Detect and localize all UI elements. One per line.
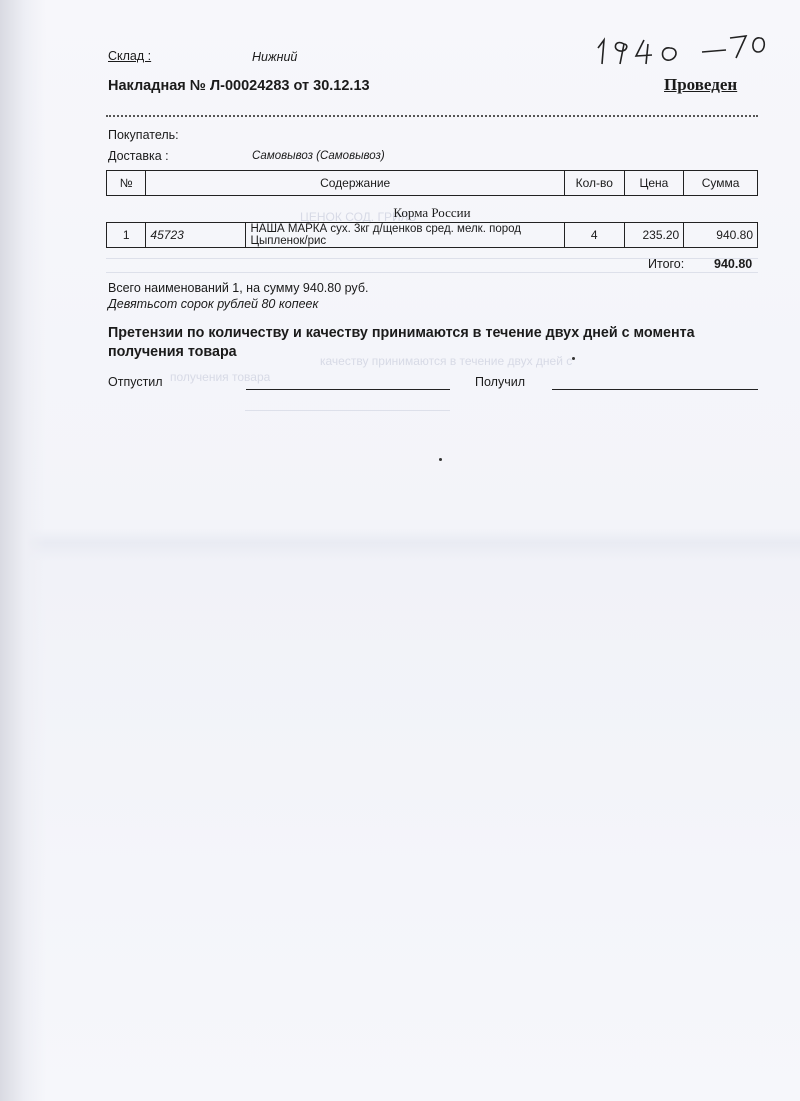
handwritten-note — [590, 18, 770, 68]
claims-notice: Претензии по количеству и качеству принимаются в течение двух дней с момента получения товара — [108, 325, 695, 360]
bleed-through-line — [245, 410, 450, 411]
row-description: НАША МАРКА сух. 3кг д/щенков сред. мелк. пород Цыпленок/рис — [246, 223, 564, 248]
summary-amount-words: Девятьсот сорок рублей 80 копеек — [108, 297, 319, 311]
col-header-price: Цена — [624, 171, 684, 196]
bleed-through-line — [106, 272, 758, 273]
invoice-title: Накладная № Л-00024283 от 30.12.13 — [108, 78, 370, 94]
bleed-through-text: ЦЕНОК СОД. ГРИЛЬ — [300, 210, 417, 224]
row-qty: 4 — [564, 223, 624, 248]
col-header-sum: Сумма — [684, 171, 758, 196]
paper-speck — [572, 357, 575, 360]
table-row — [107, 223, 758, 248]
row-code: 45723 — [146, 223, 246, 248]
summary-count: Всего наименований 1, на сумму 940.80 руб. — [108, 281, 369, 295]
released-label: Отпустил — [108, 375, 163, 389]
paper-speck — [439, 458, 442, 461]
col-header-content: Содержание — [146, 171, 565, 196]
received-signature-line — [552, 389, 758, 390]
row-sum: 940.80 — [684, 223, 758, 248]
buyer-label: Покупатель: — [108, 128, 179, 142]
bleed-through-text: получения товара — [170, 370, 271, 384]
received-label: Получил — [475, 375, 525, 389]
items-table — [106, 222, 758, 248]
delivery-label: Доставка : — [108, 149, 169, 163]
items-table-header — [106, 170, 758, 196]
bleed-through-text: качеству принимаются в течение двух дней с — [320, 354, 573, 368]
total-value: 940.80 — [714, 257, 753, 271]
dotted-separator — [106, 115, 758, 117]
released-signature-line — [246, 389, 450, 390]
total-label: Итого: — [648, 257, 685, 271]
paper-edge-shadow — [0, 0, 46, 1101]
warehouse-value: Нижний — [252, 50, 298, 64]
row-price: 235.20 — [624, 223, 684, 248]
handwritten-signature-icon — [590, 18, 770, 68]
warehouse-label: Склад : — [108, 49, 152, 63]
col-header-number: № — [107, 171, 146, 196]
invoice-status: Проведен — [664, 75, 738, 94]
delivery-value: Самовывоз (Самовывоз) — [252, 150, 385, 162]
row-number: 1 — [107, 223, 146, 248]
product-group-title: Корма России — [393, 205, 471, 220]
col-header-qty: Кол-во — [564, 171, 624, 196]
